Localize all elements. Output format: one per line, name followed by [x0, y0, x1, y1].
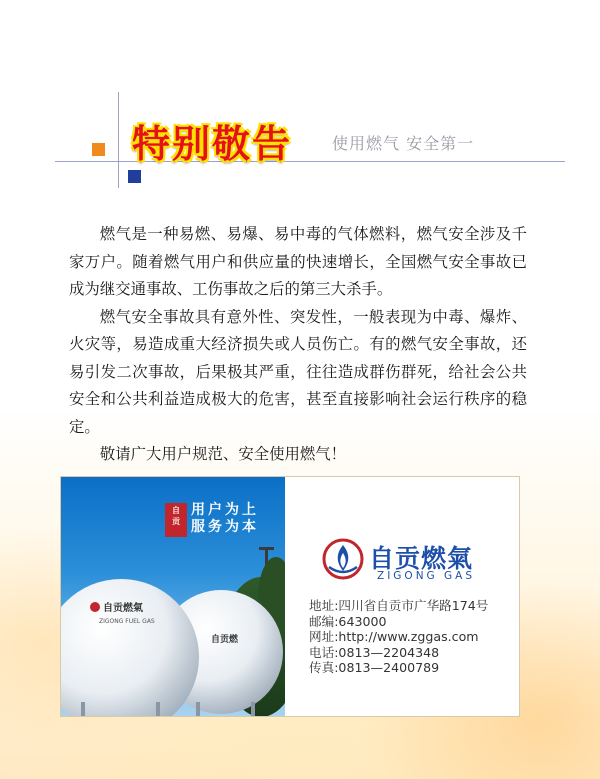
contact-info [309, 598, 514, 676]
website-line[interactable]: 网址:http://www.zggas.com [309, 629, 479, 645]
brand-name: 自贡燃氣 [369, 544, 474, 573]
paragraph-1: 燃气是一种易燃、易爆、易中毒的气体燃料，燃气安全涉及千家万户。随着燃气用户和供应量的快速增长，全国燃气安全事故已成为继交通事故、工伤事故之后的第三大杀手。 [69, 225, 527, 298]
photo-slogan-line2: 服务为本 [191, 519, 259, 535]
svg-text:自贡燃: 自贡燃 [211, 635, 239, 645]
paragraph-3: 敬请广大用户规范、安全使用燃气！ [99, 445, 347, 463]
company-card [60, 476, 520, 717]
fax-line: 传真:0813—2400789 [309, 660, 440, 676]
address-line: 地址:四川省自贡市广华路174号 [309, 598, 489, 613]
photo-slogan-line1: 用户为上 [191, 502, 259, 518]
gas-tank-photo [61, 477, 285, 716]
blue-square-ornament [128, 170, 141, 183]
postcode-line: 邮编:643000 [309, 613, 387, 629]
seal-stamp: 自 贡 [165, 503, 187, 537]
notice-body [69, 221, 527, 469]
photo-slogan [191, 502, 259, 536]
header-slogan: 使用燃气 安全第一 [332, 134, 475, 153]
page-title: 特别敬告 [132, 122, 293, 166]
paragraph-2: 燃气安全事故具有意外性、突发性，一般表现为中毒、爆炸、火灾等，易造成重大经济损失或人员伤亡。有的燃气安全事故，还易引发二次事故，后果极其严重，往往造成群伤群死，给社会公共安全和公共利益造成极大的危害，甚至直接影响社会运行秩序的稳定。 [69, 307, 527, 436]
contact-panel [285, 477, 519, 716]
flame-logo-icon [321, 537, 365, 581]
header-rule-vertical [118, 92, 119, 188]
brand-name-english: ZIGONG GAS [377, 570, 476, 582]
phone-line: 电话:0813—2204348 [309, 644, 440, 660]
svg-text:ZIGONG FUEL GAS: ZIGONG FUEL GAS [99, 618, 155, 625]
orange-square-ornament [92, 143, 105, 156]
svg-text:自贡燃氣: 自贡燃氣 [103, 603, 143, 614]
